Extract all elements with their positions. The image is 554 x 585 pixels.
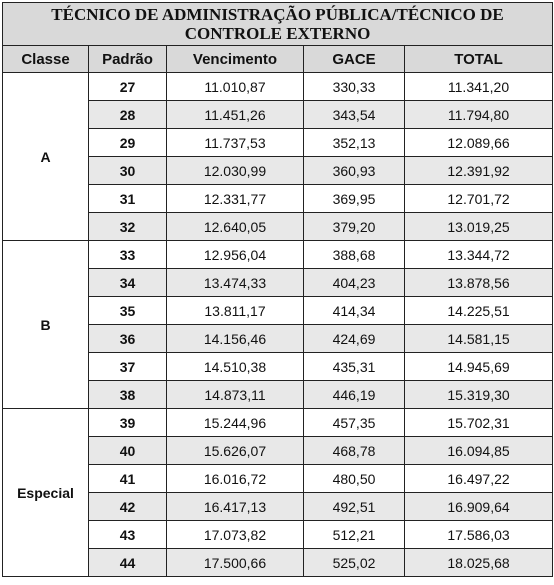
header-padrao: Padrão [89,46,167,73]
header-gace: GACE [304,46,405,73]
header-classe: Classe [3,46,89,73]
padrao-cell: 29 [89,129,167,157]
gace-cell: 343,54 [304,101,405,129]
total-cell: 14.945,69 [405,353,553,381]
gace-cell: 512,21 [304,521,405,549]
vencimento-cell: 12.956,04 [167,241,304,269]
total-cell: 15.702,31 [405,409,553,437]
classe-cell: B [3,241,89,409]
table-body [3,73,553,577]
total-cell: 16.909,64 [405,493,553,521]
vencimento-cell: 12.331,77 [167,185,304,213]
padrao-cell: 43 [89,521,167,549]
vencimento-cell: 12.640,05 [167,213,304,241]
header-total: TOTAL [405,46,553,73]
padrao-cell: 34 [89,269,167,297]
gace-cell: 360,93 [304,157,405,185]
total-cell: 18.025,68 [405,549,553,577]
padrao-cell: 38 [89,381,167,409]
gace-cell: 379,20 [304,213,405,241]
gace-cell: 525,02 [304,549,405,577]
vencimento-cell: 16.016,72 [167,465,304,493]
vencimento-cell: 12.030,99 [167,157,304,185]
vencimento-cell: 16.417,13 [167,493,304,521]
padrao-cell: 31 [89,185,167,213]
gace-cell: 424,69 [304,325,405,353]
padrao-cell: 36 [89,325,167,353]
vencimento-cell: 13.811,17 [167,297,304,325]
gace-cell: 388,68 [304,241,405,269]
total-cell: 17.586,03 [405,521,553,549]
gace-cell: 468,78 [304,437,405,465]
padrao-cell: 33 [89,241,167,269]
gace-cell: 369,95 [304,185,405,213]
total-cell: 11.341,20 [405,73,553,101]
vencimento-cell: 14.156,46 [167,325,304,353]
total-cell: 11.794,80 [405,101,553,129]
padrao-cell: 30 [89,157,167,185]
vencimento-cell: 17.500,66 [167,549,304,577]
total-cell: 16.497,22 [405,465,553,493]
gace-cell: 414,34 [304,297,405,325]
padrao-cell: 39 [89,409,167,437]
gace-cell: 435,31 [304,353,405,381]
gace-cell: 492,51 [304,493,405,521]
gace-cell: 446,19 [304,381,405,409]
padrao-cell: 42 [89,493,167,521]
gace-cell: 352,13 [304,129,405,157]
vencimento-cell: 13.474,33 [167,269,304,297]
vencimento-cell: 15.244,96 [167,409,304,437]
vencimento-cell: 17.073,82 [167,521,304,549]
vencimento-cell: 11.010,87 [167,73,304,101]
padrao-cell: 37 [89,353,167,381]
table-row [3,409,553,437]
total-cell: 12.701,72 [405,185,553,213]
total-cell: 16.094,85 [405,437,553,465]
total-cell: 14.225,51 [405,297,553,325]
table-title: TÉCNICO DE ADMINISTRAÇÃO PÚBLICA/TÉCNICO DE CONTROLE EXTERNO [3,3,553,46]
classe-cell: Especial [3,409,89,577]
table-row [3,73,553,101]
vencimento-cell: 11.737,53 [167,129,304,157]
vencimento-cell: 14.873,11 [167,381,304,409]
gace-cell: 480,50 [304,465,405,493]
total-cell: 12.089,66 [405,129,553,157]
padrao-cell: 41 [89,465,167,493]
padrao-cell: 27 [89,73,167,101]
total-cell: 13.878,56 [405,269,553,297]
padrao-cell: 40 [89,437,167,465]
vencimento-cell: 14.510,38 [167,353,304,381]
padrao-cell: 32 [89,213,167,241]
salary-table [2,2,553,577]
total-cell: 15.319,30 [405,381,553,409]
padrao-cell: 35 [89,297,167,325]
vencimento-cell: 11.451,26 [167,101,304,129]
classe-cell: A [3,73,89,241]
gace-cell: 457,35 [304,409,405,437]
gace-cell: 330,33 [304,73,405,101]
total-cell: 12.391,92 [405,157,553,185]
padrao-cell: 28 [89,101,167,129]
vencimento-cell: 15.626,07 [167,437,304,465]
total-cell: 14.581,15 [405,325,553,353]
total-cell: 13.019,25 [405,213,553,241]
padrao-cell: 44 [89,549,167,577]
total-cell: 13.344,72 [405,241,553,269]
gace-cell: 404,23 [304,269,405,297]
header-vencimento: Vencimento [167,46,304,73]
table-row [3,241,553,269]
